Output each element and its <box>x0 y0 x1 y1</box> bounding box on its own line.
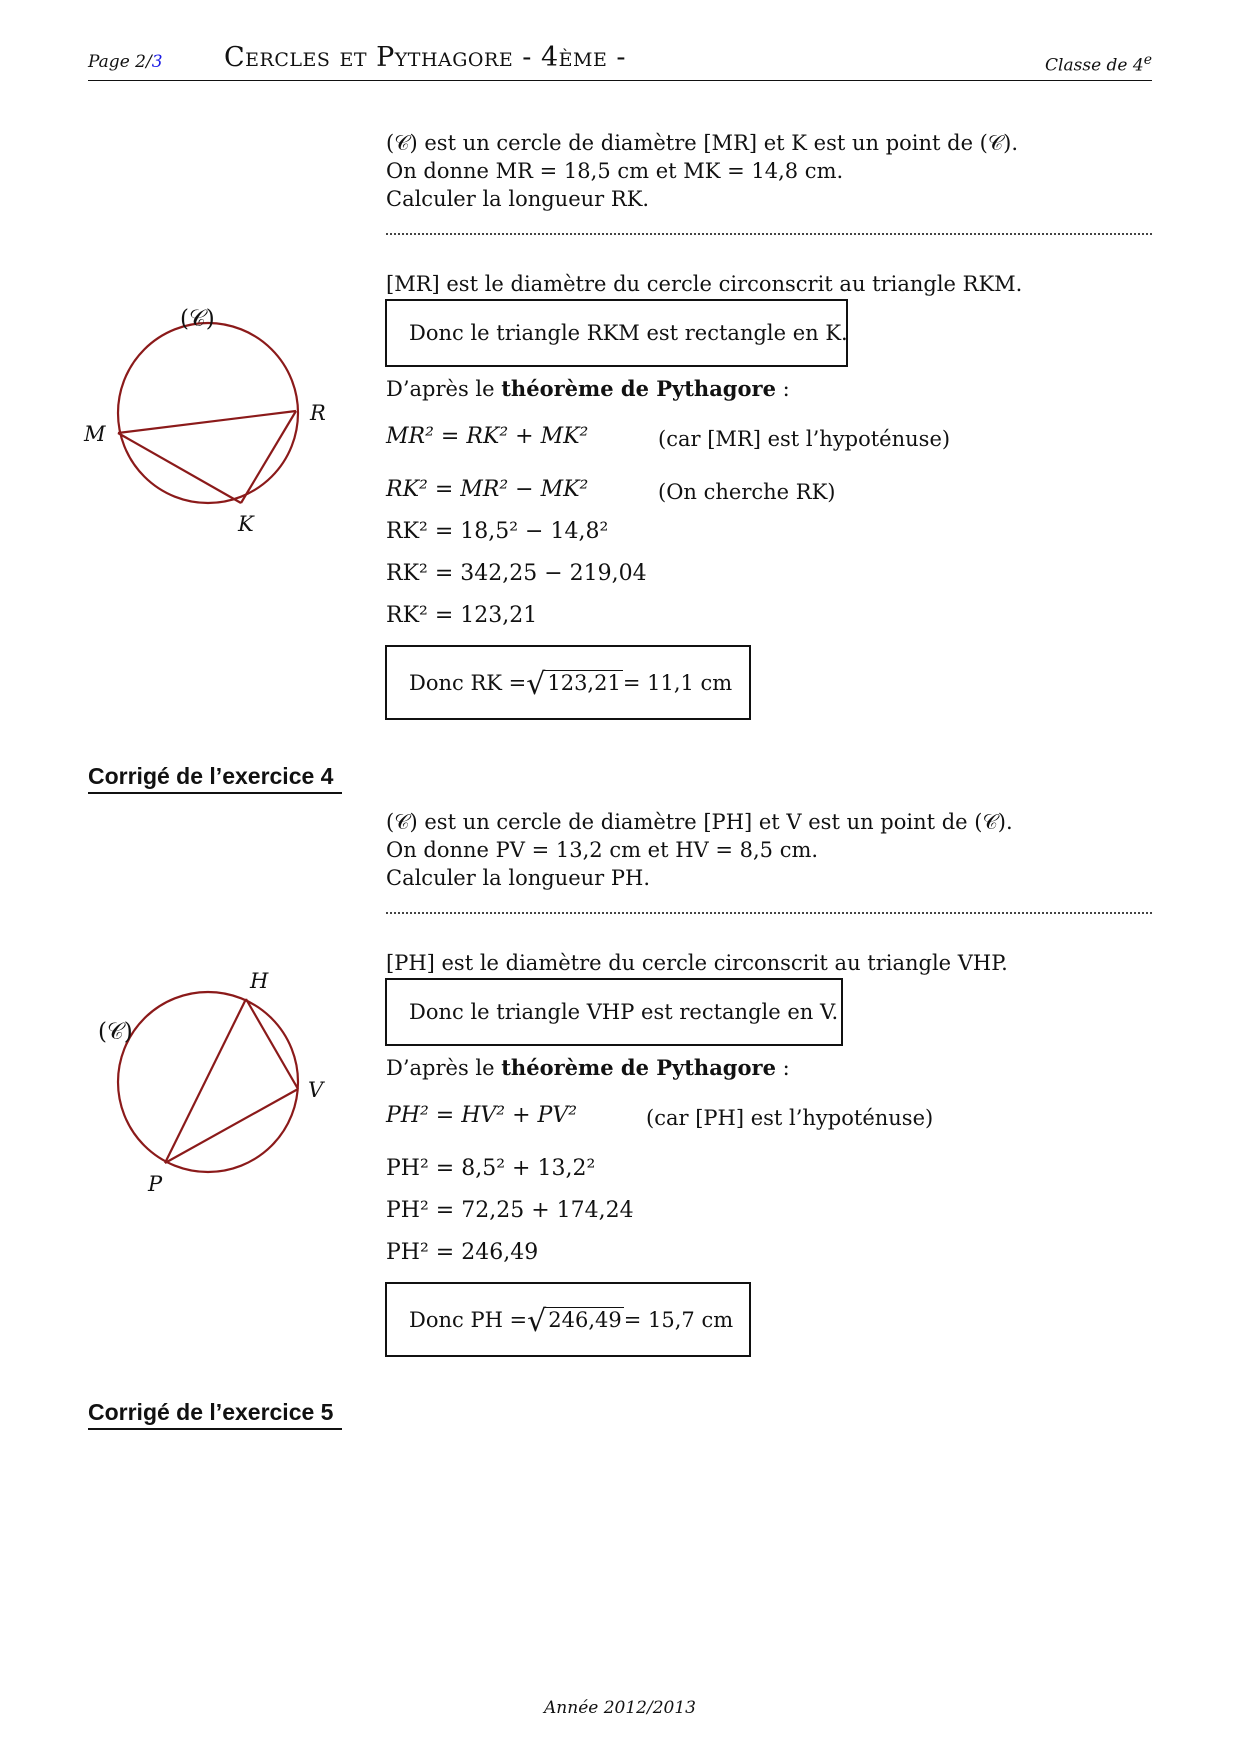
ex3-statement-line1: (𝒞) est un cercle de diamètre [MR] et K est un point de (𝒞). <box>386 131 1019 155</box>
ex3-eq3: RK² = 18,5² − 14,8² <box>386 519 609 544</box>
ex4-pythagore-intro: D’après le théorème de Pythagore : <box>386 1055 790 1080</box>
ex4-diameter-sentence: [PH] est le diamètre du cercle circonscrit au triangle VHP. <box>386 951 1008 975</box>
page-number: Page 2/3 <box>88 52 163 72</box>
ex4-eq1-comment: (car [PH] est l’hypoténuse) <box>646 1106 934 1130</box>
ex3-conclusion-box: Donc le triangle RKM est rectangle en K. <box>385 299 848 367</box>
page-title: Cercles et Pythagore - 4ème - <box>224 42 627 73</box>
ex3-diameter-sentence: [MR] est le diamètre du cercle circonscrit au triangle RKM. <box>386 272 1023 296</box>
ex3-eq5: RK² = 123,21 <box>386 603 538 628</box>
ex4-conclusion-box: Donc le triangle VHP est rectangle en V. <box>385 978 843 1046</box>
ex4-segment-PH <box>165 999 246 1163</box>
ex3-statement-line3: Calculer la longueur RK. <box>386 187 650 211</box>
ex3-result-box: Donc RK = √123,21 = 11,1 cm <box>385 645 751 720</box>
ex4-label-V: V <box>308 1078 324 1102</box>
ex3-eq1-comment: (car [MR] est l’hypoténuse) <box>658 427 951 451</box>
ex4-eq4: PH² = 246,49 <box>386 1240 539 1265</box>
ex4-label-P: P <box>148 1172 163 1196</box>
ex3-theorem-name: théorème de Pythagore <box>501 376 776 401</box>
ex4-statement-line3: Calculer la longueur PH. <box>386 866 650 890</box>
ex3-answer-dots <box>386 233 1152 235</box>
class-label: Classe de 4e <box>1045 52 1152 76</box>
ex4-eq1: PH² = HV² + PV² <box>386 1103 578 1128</box>
ex4-sqrt: √246,49 <box>527 1303 622 1339</box>
ex4-statement-line2: On donne PV = 13,2 cm et HV = 8,5 cm. <box>386 838 819 862</box>
ex4-label-circle: (𝒞) <box>98 1019 133 1045</box>
ex4-figure <box>80 965 360 1205</box>
ex3-eq2: RK² = MR² − MK² <box>386 477 589 502</box>
ex4-circle <box>118 992 298 1172</box>
ex4-result-box: Donc PH = √246,49 = 15,7 cm <box>385 1282 751 1357</box>
ex4-eq3: PH² = 72,25 + 174,24 <box>386 1198 634 1223</box>
ex3-statement-line2: On donne MR = 18,5 cm et MK = 14,8 cm. <box>386 159 844 183</box>
ex3-sqrt: √123,21 <box>526 666 621 702</box>
section-title-exercise-4: Corrigé de l’exercice 4 <box>88 763 342 794</box>
ex3-label-R: R <box>310 401 326 425</box>
page-total-link[interactable]: 3 <box>151 52 163 72</box>
ex3-eq2-comment: (On cherche RK) <box>658 480 836 504</box>
ex4-label-H: H <box>250 969 269 993</box>
ex3-segment-MR <box>118 411 296 433</box>
page-footer: Année 2012/2013 <box>544 1698 696 1718</box>
ex4-theorem-name: théorème de Pythagore <box>501 1055 776 1080</box>
ex4-statement-line1: (𝒞) est un cercle de diamètre [PH] et V est un point de (𝒞). <box>386 810 1013 834</box>
ex3-label-circle: (𝒞) <box>180 306 215 332</box>
ex3-label-M: M <box>84 422 106 446</box>
ex3-pythagore-intro: D’après le théorème de Pythagore : <box>386 376 790 401</box>
ex3-figure <box>80 290 360 550</box>
ex3-eq4: RK² = 342,25 − 219,04 <box>386 561 647 586</box>
section-title-exercise-5: Corrigé de l’exercice 5 <box>88 1399 342 1430</box>
page-header <box>88 42 1152 81</box>
ex4-eq2: PH² = 8,5² + 13,2² <box>386 1156 596 1181</box>
ex4-answer-dots <box>386 912 1152 914</box>
ex3-eq1: MR² = RK² + MK² <box>386 424 589 449</box>
ex3-label-K: K <box>238 512 254 536</box>
ex4-segment-PV <box>165 1089 298 1163</box>
